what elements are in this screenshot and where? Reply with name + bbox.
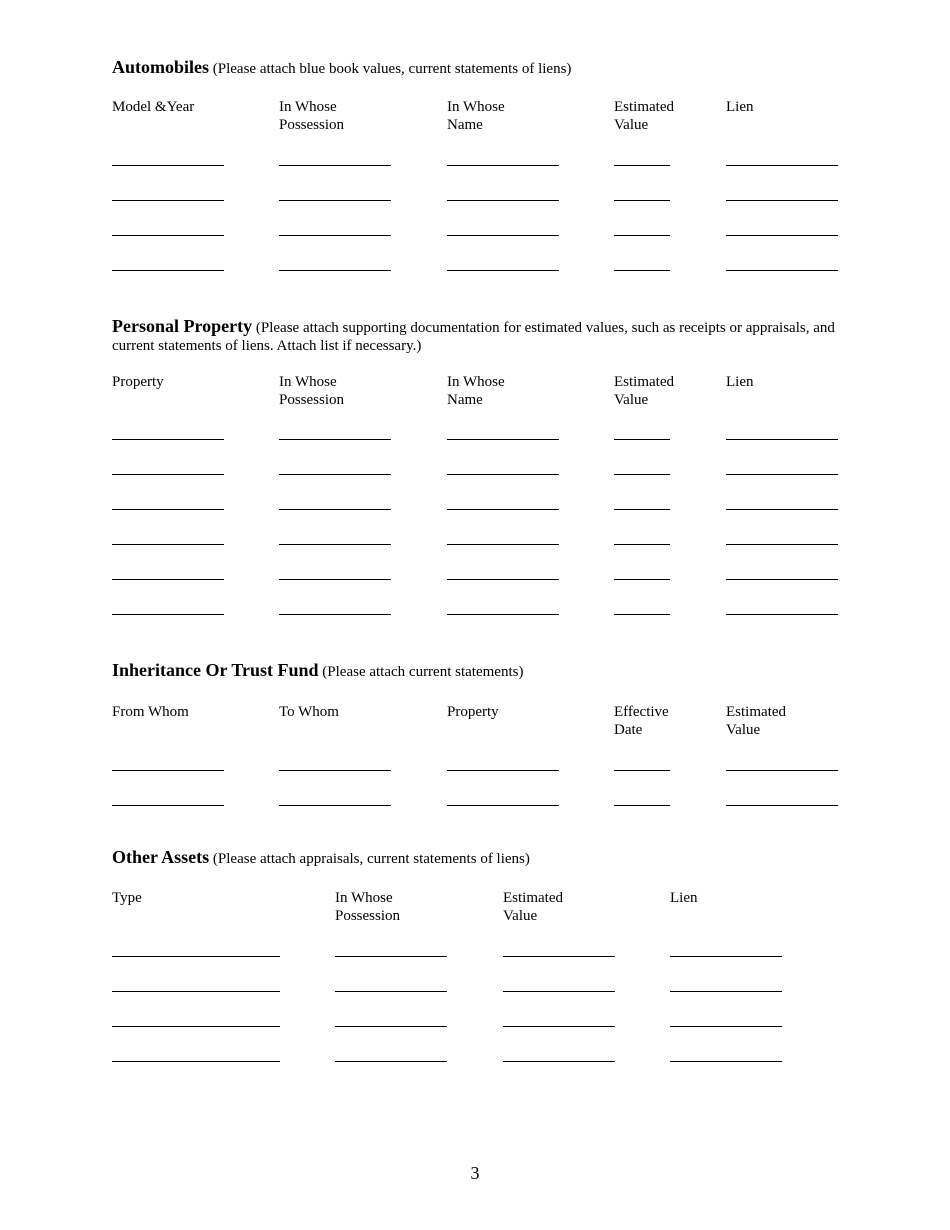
inh-row2-to-field[interactable] [279,805,391,806]
pp-row3-lien-field[interactable] [726,509,838,510]
oa-col-type: Type [112,890,142,906]
inh-row1-to-field[interactable] [279,770,391,771]
pp-row3-possession-field[interactable] [279,509,391,510]
pp-row2-lien-field[interactable] [726,474,838,475]
pp-row4-name-field[interactable] [447,544,559,545]
auto-col-possession: In Whose Possession [279,99,345,133]
oa-row2-value-field[interactable] [503,991,615,992]
oa-col-lien: Lien [670,890,698,906]
inh-row2-value-field[interactable] [726,805,838,806]
auto-row2-possession-field[interactable] [279,200,391,201]
pp-row4-lien-field[interactable] [726,544,838,545]
other-assets-title: Other Assets [112,847,210,867]
auto-row1-value-field[interactable] [614,165,670,166]
auto-row4-possession-field[interactable] [279,270,391,271]
inheritance-title: Inheritance Or Trust Fund [112,660,319,680]
oa-row1-value-field[interactable] [503,956,615,957]
auto-row4-model-field[interactable] [112,270,224,271]
auto-row3-value-field[interactable] [614,235,670,236]
pp-row6-lien-field[interactable] [726,614,838,615]
oa-row4-type-field[interactable] [112,1061,280,1062]
auto-row1-name-field[interactable] [447,165,559,166]
inh-col-to-whom: To Whom [279,704,339,720]
oa-row2-type-field[interactable] [112,991,280,992]
auto-row2-value-field[interactable] [614,200,670,201]
auto-row1-possession-field[interactable] [279,165,391,166]
oa-col-possession: In Whose Possession [335,890,401,924]
inh-row2-date-field[interactable] [614,805,670,806]
other-assets-heading [112,848,842,868]
oa-row1-possession-field[interactable] [335,956,447,957]
page-number: 3 [470,1163,480,1183]
pp-col-lien: Lien [726,374,754,390]
auto-row1-lien-field[interactable] [726,165,838,166]
pp-row2-possession-field[interactable] [279,474,391,475]
oa-row1-lien-field[interactable] [670,956,782,957]
inh-row1-date-field[interactable] [614,770,670,771]
pp-col-value: Estimated Value [614,374,674,408]
pp-col-property: Property [112,374,164,390]
other-assets-note: (Please attach appraisals, current statements of liens) [212,851,530,867]
automobiles-note: (Please attach blue book values, current statements of liens) [212,61,572,77]
pp-row5-value-field[interactable] [614,579,670,580]
oa-row4-value-field[interactable] [503,1061,615,1062]
automobiles-section [112,57,842,133]
oa-row3-lien-field[interactable] [670,1026,782,1027]
auto-col-lien: Lien [726,99,754,115]
pp-row2-value-field[interactable] [614,474,670,475]
auto-row2-model-field[interactable] [112,200,224,201]
pp-row2-property-field[interactable] [112,474,224,475]
pp-row1-possession-field[interactable] [279,439,391,440]
inh-row2-property-field[interactable] [447,805,559,806]
inh-col-property: Property [447,704,499,720]
pp-row6-property-field[interactable] [112,614,224,615]
pp-col-name: In Whose Name [447,374,505,408]
pp-row6-name-field[interactable] [447,614,559,615]
inh-col-from-whom: From Whom [112,704,189,720]
auto-row3-name-field[interactable] [447,235,559,236]
pp-row4-property-field[interactable] [112,544,224,545]
oa-row4-possession-field[interactable] [335,1061,447,1062]
personal-property-section [112,316,842,408]
auto-row3-model-field[interactable] [112,235,224,236]
inheritance-section [112,660,842,738]
auto-row4-lien-field[interactable] [726,270,838,271]
auto-col-name: In Whose Name [447,99,505,133]
other-assets-section [112,847,842,924]
inh-row1-property-field[interactable] [447,770,559,771]
auto-row4-value-field[interactable] [614,270,670,271]
pp-row1-property-field[interactable] [112,439,224,440]
pp-row5-property-field[interactable] [112,579,224,580]
pp-row5-lien-field[interactable] [726,579,838,580]
pp-col-possession: In Whose Possession [279,374,345,408]
oa-row4-lien-field[interactable] [670,1061,782,1062]
auto-row3-lien-field[interactable] [726,235,838,236]
pp-row1-name-field[interactable] [447,439,559,440]
inheritance-note: (Please attach current statements) [322,664,524,680]
pp-row3-value-field[interactable] [614,509,670,510]
oa-col-value: Estimated Value [503,890,563,924]
inh-col-value: Estimated Value [726,704,786,738]
inheritance-heading [112,661,842,681]
oa-row3-possession-field[interactable] [335,1026,447,1027]
auto-row2-name-field[interactable] [447,200,559,201]
oa-row3-type-field[interactable] [112,1026,280,1027]
personal-property-heading [112,317,842,355]
inh-col-effective-date: Effective Date [614,704,669,738]
oa-row2-lien-field[interactable] [670,991,782,992]
pp-row4-possession-field[interactable] [279,544,391,545]
auto-row2-lien-field[interactable] [726,200,838,201]
automobiles-heading [112,58,842,78]
inh-row2-from-field[interactable] [112,805,224,806]
automobiles-title: Automobiles [112,57,210,77]
pp-row1-value-field[interactable] [614,439,670,440]
pp-row2-name-field[interactable] [447,474,559,475]
pp-row3-property-field[interactable] [112,509,224,510]
auto-col-model-year: Model &Year [112,99,195,115]
pp-row6-possession-field[interactable] [279,614,391,615]
auto-row3-possession-field[interactable] [279,235,391,236]
personal-property-title: Personal Property [112,316,253,336]
pp-row5-name-field[interactable] [447,579,559,580]
pp-row6-value-field[interactable] [614,614,670,615]
oa-row3-value-field[interactable] [503,1026,615,1027]
pp-row5-possession-field[interactable] [279,579,391,580]
auto-row4-name-field[interactable] [447,270,559,271]
oa-row1-type-field[interactable] [112,956,280,957]
pp-row4-value-field[interactable] [614,544,670,545]
oa-row2-possession-field[interactable] [335,991,447,992]
auto-col-value: Estimated Value [614,99,674,133]
auto-row1-model-field[interactable] [112,165,224,166]
pp-row3-name-field[interactable] [447,509,559,510]
pp-row1-lien-field[interactable] [726,439,838,440]
inh-row1-from-field[interactable] [112,770,224,771]
inh-row1-value-field[interactable] [726,770,838,771]
personal-property-note: (Please attach supporting documentation for estimated values, such as receipts or appraisals, and current statements of liens. Attach list if necessary.) [112,320,835,354]
